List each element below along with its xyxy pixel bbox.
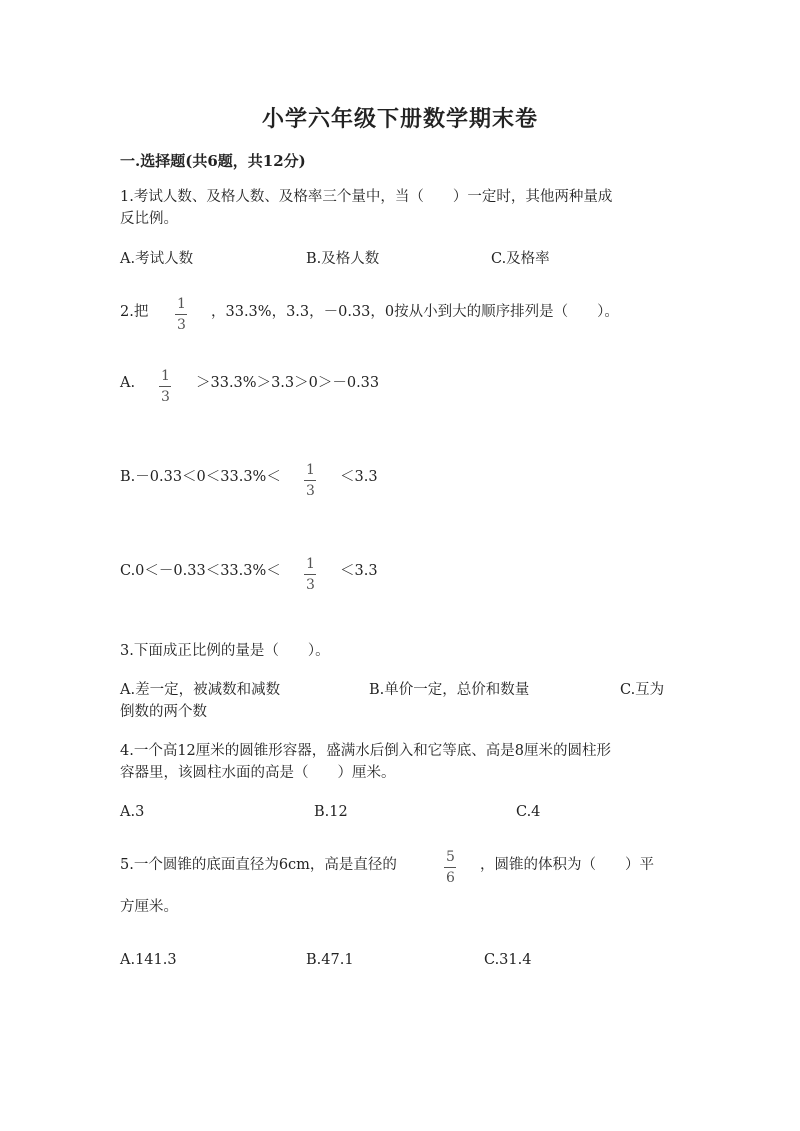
q4-option-c: C.4 <box>516 804 541 820</box>
q1-option-c: C.及格率 <box>491 251 550 267</box>
q5-option-b: B.47.1 <box>306 952 354 968</box>
q2-option-a-label: A. <box>120 375 136 391</box>
q3-stem: 3.下面成正比例的量是（ ）。 <box>120 643 330 659</box>
q2-option-a-fraction <box>159 368 172 405</box>
q2-stem-fraction <box>175 296 188 333</box>
fraction-bar <box>159 386 171 387</box>
q5-stem-line1: 5.一个圆锥的底面直径为6cm，高是直径的 <box>120 857 397 873</box>
q3-option-b: B.单价一定，总价和数量 <box>369 682 530 698</box>
section-heading: 一.选择题(共6题，共12分) <box>120 152 306 170</box>
page-title: 小学六年级下册数学期末卷 <box>261 106 538 132</box>
q5-option-c: C.31.4 <box>484 952 532 968</box>
q2-option-b-fraction <box>304 462 317 499</box>
q1-option-a: A.考试人数 <box>120 251 194 267</box>
fraction-denominator: 3 <box>306 483 315 499</box>
fraction-bar <box>175 314 187 315</box>
q5-stem-line2: 方厘米。 <box>120 899 178 915</box>
fraction-denominator: 3 <box>161 389 170 405</box>
fraction-denominator: 3 <box>177 317 186 333</box>
q4-option-a: A.3 <box>120 804 145 820</box>
q2-option-b-after: ＜3.3 <box>340 469 378 485</box>
q1-option-b: B.及格人数 <box>306 251 380 267</box>
q2-option-b-text: B.－0.33＜0＜33.3%＜ <box>120 469 281 485</box>
q5-stem-after: ，圆锥的体积为（ ）平 <box>480 857 654 873</box>
q1-stem-line1: 1.考试人数、及格人数、及格率三个量中，当（ ）一定时，其他两种量成 <box>120 189 613 205</box>
q5-stem-fraction <box>444 849 457 886</box>
fraction-bar <box>304 480 316 481</box>
q2-stem-suffix: ，33.3%，3.3，－0.33，0按从小到大的顺序排列是（ ）。 <box>211 304 619 320</box>
q4-stem-line1: 4.一个高12厘米的圆锥形容器，盛满水后倒入和它等底、高是8厘米的圆柱形 <box>120 743 612 759</box>
fraction-bar <box>304 574 316 575</box>
fraction-numerator: 1 <box>177 296 186 312</box>
q3-option-a: A.差一定，被减数和减数 <box>120 682 281 698</box>
q4-option-b: B.12 <box>314 804 348 820</box>
q5-option-a: A.141.3 <box>120 952 177 968</box>
q3-option-c: C.互为 <box>620 682 665 698</box>
fraction-numerator: 1 <box>306 462 315 478</box>
q2-option-c-fraction <box>304 556 317 593</box>
q2-stem-prefix: 2.把 <box>120 304 149 320</box>
fraction-numerator: 1 <box>306 556 315 572</box>
fraction-numerator: 5 <box>446 849 455 865</box>
q4-stem-line2: 容器里，该圆柱水面的高是（ ）厘米。 <box>120 765 396 781</box>
q2-option-c-text: C.0＜－0.33＜33.3%＜ <box>120 563 281 579</box>
fraction-denominator: 6 <box>446 870 455 886</box>
fraction-numerator: 1 <box>161 368 170 384</box>
q3-option-c-continued: 倒数的两个数 <box>120 704 207 720</box>
fraction-denominator: 3 <box>306 577 315 593</box>
q2-option-c-after: ＜3.3 <box>340 563 378 579</box>
fraction-bar <box>444 867 456 868</box>
q1-stem-line2: 反比例。 <box>120 211 178 227</box>
q2-option-a-text: ＞33.3%＞3.3＞0＞－0.33 <box>196 375 380 391</box>
